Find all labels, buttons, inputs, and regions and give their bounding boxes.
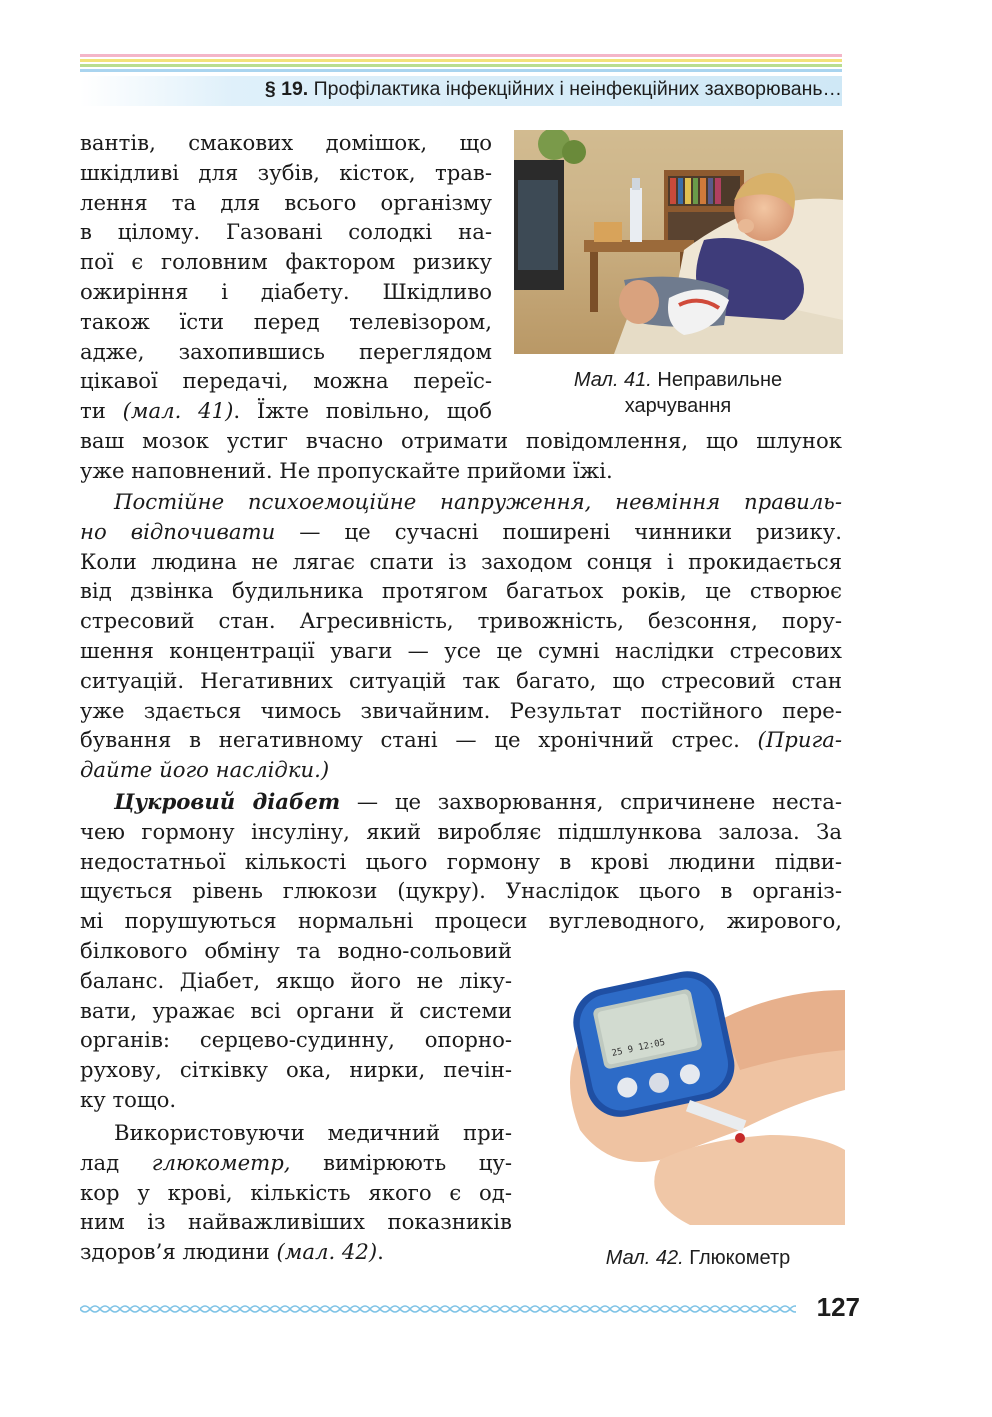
text-line: в цілому. Газовані солодкі на- — [80, 219, 492, 245]
term-diabetes: Цукровий діабет — [114, 789, 341, 814]
figure-reference: (мал. 41) — [122, 398, 234, 424]
text-line: цікавої передачі, можна переїс- — [80, 368, 492, 394]
term-glucometer: глюкометр, — [151, 1149, 291, 1175]
boy-watching-tv-illustration — [514, 130, 843, 354]
text-line: щується рівень глюкози (цукру). Унаслідок цього в організ- — [80, 878, 842, 904]
section-title: Профілактика інфекційних і неінфекційних захворювань… — [313, 78, 842, 100]
paragraph-1-continued — [80, 426, 842, 486]
text-line: кор у крові, кількість якого є од- — [80, 1179, 512, 1205]
header-decorative-stripes — [80, 54, 842, 76]
footer-wave-decoration — [80, 1302, 796, 1316]
text-line: дайте його наслідки.) — [80, 757, 330, 783]
figure-41-caption — [520, 367, 836, 419]
text-line: недостатньої кількості цього гормону в крові людини підви- — [80, 848, 842, 874]
text-line: Цукровий діабет — це захворювання, спричинене неста- — [114, 789, 842, 814]
text-line: чею гормону інсуліну, який виробляє підшлункова залоза. За — [80, 818, 842, 844]
text-line: Коли людина не лягає спати із заходом сонця і прокидається — [80, 548, 842, 574]
text-line: Використовуючи медичний при- — [114, 1120, 512, 1145]
text-line: ти (мал. 41). Їжте повільно, щоб — [80, 398, 492, 424]
text-line: но відпочивати — це сучасні поширені чинники ризику. — [80, 518, 842, 544]
figure-42-caption-text: Глюкометр — [689, 1247, 791, 1269]
glucometer-illustration — [540, 960, 845, 1225]
text-line: органів: серцево-судинну, опорно- — [80, 1027, 512, 1053]
text-line: бування в негативному стані — це хронічний стрес. (Прига- — [80, 727, 842, 753]
text-line: лад глюкометр, вимірюють цу- — [80, 1149, 512, 1175]
text-line: Постійне психоемоційне напруження, невміння правиль- — [114, 489, 842, 514]
paragraph-2 — [80, 487, 842, 785]
text-line: вати, уражає всі органи й системи — [80, 997, 512, 1023]
section-heading — [265, 78, 842, 101]
figure-42-caption — [560, 1245, 836, 1271]
text-line: рухову, сітківку ока, нирки, печін- — [80, 1057, 512, 1083]
text-line: ожиріння і діабету. Шкідливо — [80, 278, 492, 304]
text-line: ку тощо. — [80, 1086, 177, 1112]
figure-41-label: Мал. 41. — [573, 369, 652, 391]
text-line: шення концентрації уваги — усе це сумні наслідки стресових — [80, 637, 842, 663]
text-line: уже здається чимось звичайним. Результат постійного пере- — [80, 697, 842, 723]
text-line: стресовий стан. Агресивність, тривожність, безсоння, пору- — [80, 608, 842, 634]
paragraph-3 — [80, 787, 842, 936]
text-line: адже, захопившись переглядом — [80, 338, 492, 364]
text-line: від дзвінка будильника протягом багатьох років, це створює — [80, 578, 842, 604]
paragraph-4 — [80, 1118, 512, 1267]
figure-41-image — [514, 130, 843, 354]
text-line: уже наповнений. Не пропускайте прийоми їжі. — [80, 457, 613, 483]
text-line: пої є головним фактором ризику — [80, 249, 492, 275]
text-line: ваш мозок устиг вчасно отримати повідомлення, що шлунок — [80, 428, 842, 453]
running-header — [80, 76, 842, 106]
glucometer-display-text: 25 9 12:05 — [610, 1037, 667, 1059]
text-line: білкового обміну та водно-сольовий — [80, 938, 512, 963]
figure-41-caption-line1: Неправильне — [657, 369, 783, 391]
text-line: баланс. Діабет, якщо його не ліку- — [80, 967, 512, 993]
text-line: також їсти перед телевізором, — [80, 308, 492, 334]
figure-reference: (мал. 42) — [276, 1239, 378, 1265]
page-number: 127 — [816, 1292, 860, 1322]
text-line: вантів, смакових домішок, що — [80, 130, 492, 155]
figure-42-label: Мал. 42. — [605, 1247, 684, 1269]
text-line: лення та для всього організму — [80, 189, 492, 215]
figure-42-image — [540, 960, 845, 1225]
paragraph-1 — [80, 128, 492, 426]
text-line: здоров’я людини (мал. 42). — [80, 1239, 384, 1265]
text-line: ситуацій. Негативних ситуацій так багато, що стресовий стан — [80, 667, 842, 693]
text-line: шкідливі для зубів, кісток, трав- — [80, 159, 492, 185]
text-line: ним із найважливіших показників — [80, 1209, 512, 1235]
section-number: § 19. — [264, 78, 309, 100]
paragraph-3-narrow — [80, 936, 512, 1115]
text-line: мі порушуються нормальні процеси вуглеводного, жирового, — [80, 908, 842, 934]
figure-41-caption-line2: харчування — [624, 395, 732, 417]
